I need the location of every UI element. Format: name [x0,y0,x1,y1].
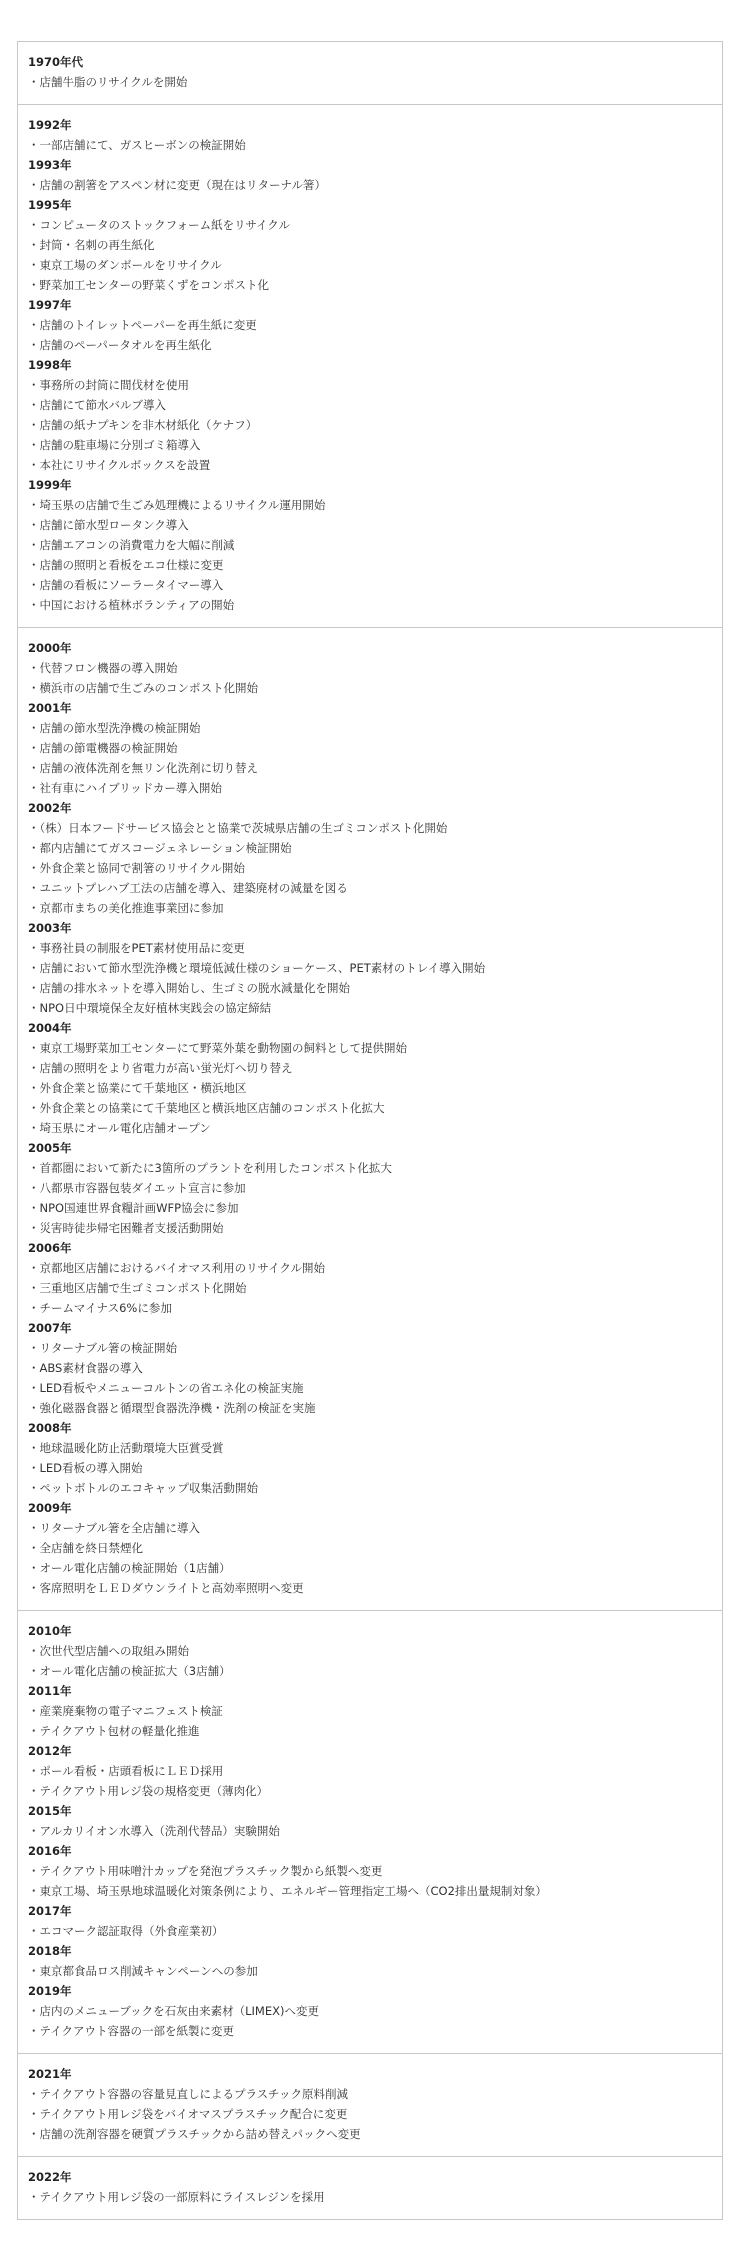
timeline-item: ・テイクアウト包材の軽量化推進 [28,1724,200,1738]
timeline-item: ・テイクアウト用レジ袋の規格変更（薄肉化） [28,1784,269,1798]
year-heading: 2005年 [28,1141,72,1155]
timeline-item: ・封筒・名刺の再生紙化 [28,238,155,252]
year-heading: 2015年 [28,1804,72,1818]
timeline-item: ・店舗の液体洗剤を無リン化洗剤に切り替え [28,761,258,775]
timeline-item: ・一部店舗にて、ガスヒーボンの検証開始 [28,138,246,152]
timeline-item: ・リターナブル箸を全店舗に導入 [28,1521,201,1535]
year-heading: 2017年 [28,1904,72,1918]
timeline-item: ・店舗牛脂のリサイクルを開始 [28,75,188,89]
timeline-item: ・次世代型店舗への取組み開始 [28,1644,189,1658]
year-heading: 2021年 [28,2067,72,2081]
timeline-item: ・テイクアウト用味噌汁カップを発泡プラスチック製から紙製へ変更 [28,1864,383,1878]
timeline-item: ・横浜市の店舗で生ごみのコンポスト化開始 [28,681,258,695]
timeline-item: ・外食企業と協業にて千葉地区・横浜地区 [28,1081,247,1095]
year-heading: 1993年 [28,158,72,172]
decade-section [18,2053,722,2156]
year-heading: 1998年 [28,358,72,372]
year-heading: 2016年 [28,1844,72,1858]
timeline-item: ・東京工場野菜加工センターにて野菜外葉を動物園の飼料として提供開始 [28,1041,408,1055]
year-heading: 2002年 [28,801,72,815]
environment-history-timeline [17,41,723,2220]
timeline-item: ・代替フロン機器の導入開始 [28,661,178,675]
timeline-item: ・災害時徒歩帰宅困難者支援活動開始 [28,1221,224,1235]
year-heading: 2018年 [28,1944,72,1958]
timeline-item: ・地球温暖化防止活動環境大臣賞受賞 [28,1441,224,1455]
decade-section [18,627,722,1610]
year-heading: 2010年 [28,1624,72,1638]
timeline-item: ・社有車にハイブリッドカー導入開始 [28,781,222,795]
timeline-item: ・リターナブル箸の検証開始 [28,1341,178,1355]
year-heading: 2006年 [28,1241,72,1255]
decade-section [18,42,722,104]
timeline-item: ・ユニットプレハブ工法の店舗を導入、建築廃材の減量を図る [28,881,348,895]
year-heading: 2011年 [28,1684,72,1698]
timeline-item: ・首都圏において新たに3箇所のプラントを利用したコンポスト化拡大 [28,1161,392,1175]
timeline-item: ・テイクアウト用レジ袋の一部原料にライスレジンを採用 [28,2190,325,2204]
timeline-item: ・店舗にて節水バルブ導入 [28,398,166,412]
timeline-item: ・コンピュータのストックフォーム紙をリサイクル [28,218,290,232]
timeline-item: ・三重地区店舗で生ゴミコンポスト化開始 [28,1281,247,1295]
timeline-item: ・テイクアウト容器の容量見直しによるプラスチック原料削減 [28,2087,349,2101]
timeline-item: ・事務所の封筒に間伐材を使用 [28,378,189,392]
timeline-item: ・アルカリイオン水導入（洗剤代替品）実験開始 [28,1824,280,1838]
decade-section [18,1610,722,2053]
timeline-item: ・LED看板の導入開始 [28,1461,143,1475]
timeline-item: ・中国における植林ボランティアの開始 [28,598,235,612]
timeline-item: ・客席照明をＬＥＤダウンライトと高効率照明へ変更 [28,1581,304,1595]
timeline-item: ・店舗の排水ネットを導入開始し、生ゴミの脱水減量化を開始 [28,981,350,995]
decade-section [18,2156,722,2219]
timeline-item: ・外食企業との協業にて千葉地区と横浜地区店舗のコンポスト化拡大 [28,1101,385,1115]
timeline-item: ・LED看板やメニューコルトンの省エネ化の検証実施 [28,1381,304,1395]
year-heading: 2009年 [28,1501,72,1515]
timeline-item: ・店舗の照明と看板をエコ仕様に変更 [28,558,224,572]
timeline-item: ・NPO国連世界食糧計画WFP協会に参加 [28,1201,239,1215]
timeline-item: ・エコマーク認証取得（外食産業初） [28,1924,224,1938]
timeline-item: ・店舗のトイレットペーパーを再生紙に変更 [28,318,257,332]
timeline-item: ・全店舗を終日禁煙化 [28,1541,143,1555]
timeline-item: ・店舗に節水型ロータンク導入 [28,518,189,532]
year-heading: 2008年 [28,1421,72,1435]
timeline-item: ・店舗の洗剤容器を硬質プラスチックから詰め替えパックへ変更 [28,2127,361,2141]
decade-section [18,104,722,627]
year-heading: 1992年 [28,118,72,132]
timeline-item: ・店舗の看板にソーラータイマー導入 [28,578,224,592]
timeline-item: ・外食企業と協同で割箸のリサイクル開始 [28,861,245,875]
timeline-item: ・店舗の節電機器の検証開始 [28,741,178,755]
year-heading: 2012年 [28,1744,72,1758]
year-heading: 2019年 [28,1984,72,1998]
timeline-item: ・店舗の紙ナプキンを非木材紙化（ケナフ） [28,418,258,432]
year-heading: 2022年 [28,2170,72,2184]
timeline-item: ・オール電化店舗の検証拡大（3店舗） [28,1664,231,1678]
timeline-item: ・都内店舗にてガスコージェネレーション検証開始 [28,841,292,855]
timeline-item: ・店舗の割箸をアスペン材に変更（現在はリターナル箸） [28,178,326,192]
timeline-item: ・東京都食品ロス削減キャンペーンへの参加 [28,1964,258,1978]
timeline-item: ・ポール看板・店頭看板にＬＥＤ採用 [28,1764,224,1778]
year-heading: 2004年 [28,1021,72,1035]
timeline-item: ・ペットボトルのエコキャップ収集活動開始 [28,1481,258,1495]
timeline-item: ・東京工場のダンボールをリサイクル [28,258,222,272]
timeline-item: ・本社にリサイクルボックスを設置 [28,458,211,472]
year-heading: 1999年 [28,478,72,492]
timeline-item: ・東京工場、埼玉県地球温暖化対策条例により、エネルギー管理指定工場へ（CO2排出量規制対象） [28,1884,547,1898]
year-heading: 1970年代 [28,55,84,69]
timeline-item: ・店舗のペーパータオルを再生紙化 [28,338,212,352]
timeline-item: ・店舗の駐車場に分別ゴミ箱導入 [28,438,201,452]
timeline-item: ・チームマイナス6%に参加 [28,1301,172,1315]
timeline-item: ・埼玉県にオール電化店舗オープン [28,1121,211,1135]
timeline-item: ・NPO日中環境保全友好植林実践会の協定締結 [28,1001,272,1015]
timeline-item: ・店舗の照明をより省電力が高い蛍光灯へ切り替え [28,1061,293,1075]
timeline-item: ・オール電化店舗の検証開始（1店舗） [28,1561,231,1575]
year-heading: 2001年 [28,701,72,715]
timeline-item: ・ABS素材食器の導入 [28,1361,143,1375]
timeline-item: ・店舗エアコンの消費電力を大幅に削減 [28,538,235,552]
year-heading: 2000年 [28,641,72,655]
timeline-item: ・埼玉県の店舗で生ごみ処理機によるリサイクル運用開始 [28,498,326,512]
timeline-item: ・店内のメニューブックを石灰由来素材（LIMEX)へ変更 [28,2004,319,2018]
timeline-item: ・（株）日本フードサービス協会とと協業で茨城県店舗の生ゴミコンポスト化開始 [28,821,448,835]
timeline-item: ・野菜加工センターの野菜くずをコンポスト化 [28,278,270,292]
timeline-item: ・店舗において節水型洗浄機と環境低減仕様のショーケース、PET素材のトレイ導入開始 [28,961,486,975]
year-heading: 2007年 [28,1321,72,1335]
year-heading: 1997年 [28,298,72,312]
timeline-item: ・産業廃棄物の電子マニフェスト検証 [28,1704,223,1718]
year-heading: 2003年 [28,921,72,935]
timeline-item: ・八都県市容器包装ダイエット宣言に参加 [28,1181,246,1195]
year-heading: 1995年 [28,198,72,212]
timeline-item: ・京都市まちの美化推進事業団に参加 [28,901,224,915]
timeline-item: ・テイクアウト容器の一部を紙製に変更 [28,2024,234,2038]
timeline-item: ・事務社員の制服をPET素材使用品に変更 [28,941,245,955]
timeline-item: ・強化磁器食器と循環型食器洗浄機・洗剤の検証を実施 [28,1401,316,1415]
timeline-item: ・テイクアウト用レジ袋をバイオマスプラスチック配合に変更 [28,2107,348,2121]
timeline-item: ・店舗の節水型洗浄機の検証開始 [28,721,201,735]
timeline-item: ・京都地区店舗におけるバイオマス利用のリサイクル開始 [28,1261,326,1275]
